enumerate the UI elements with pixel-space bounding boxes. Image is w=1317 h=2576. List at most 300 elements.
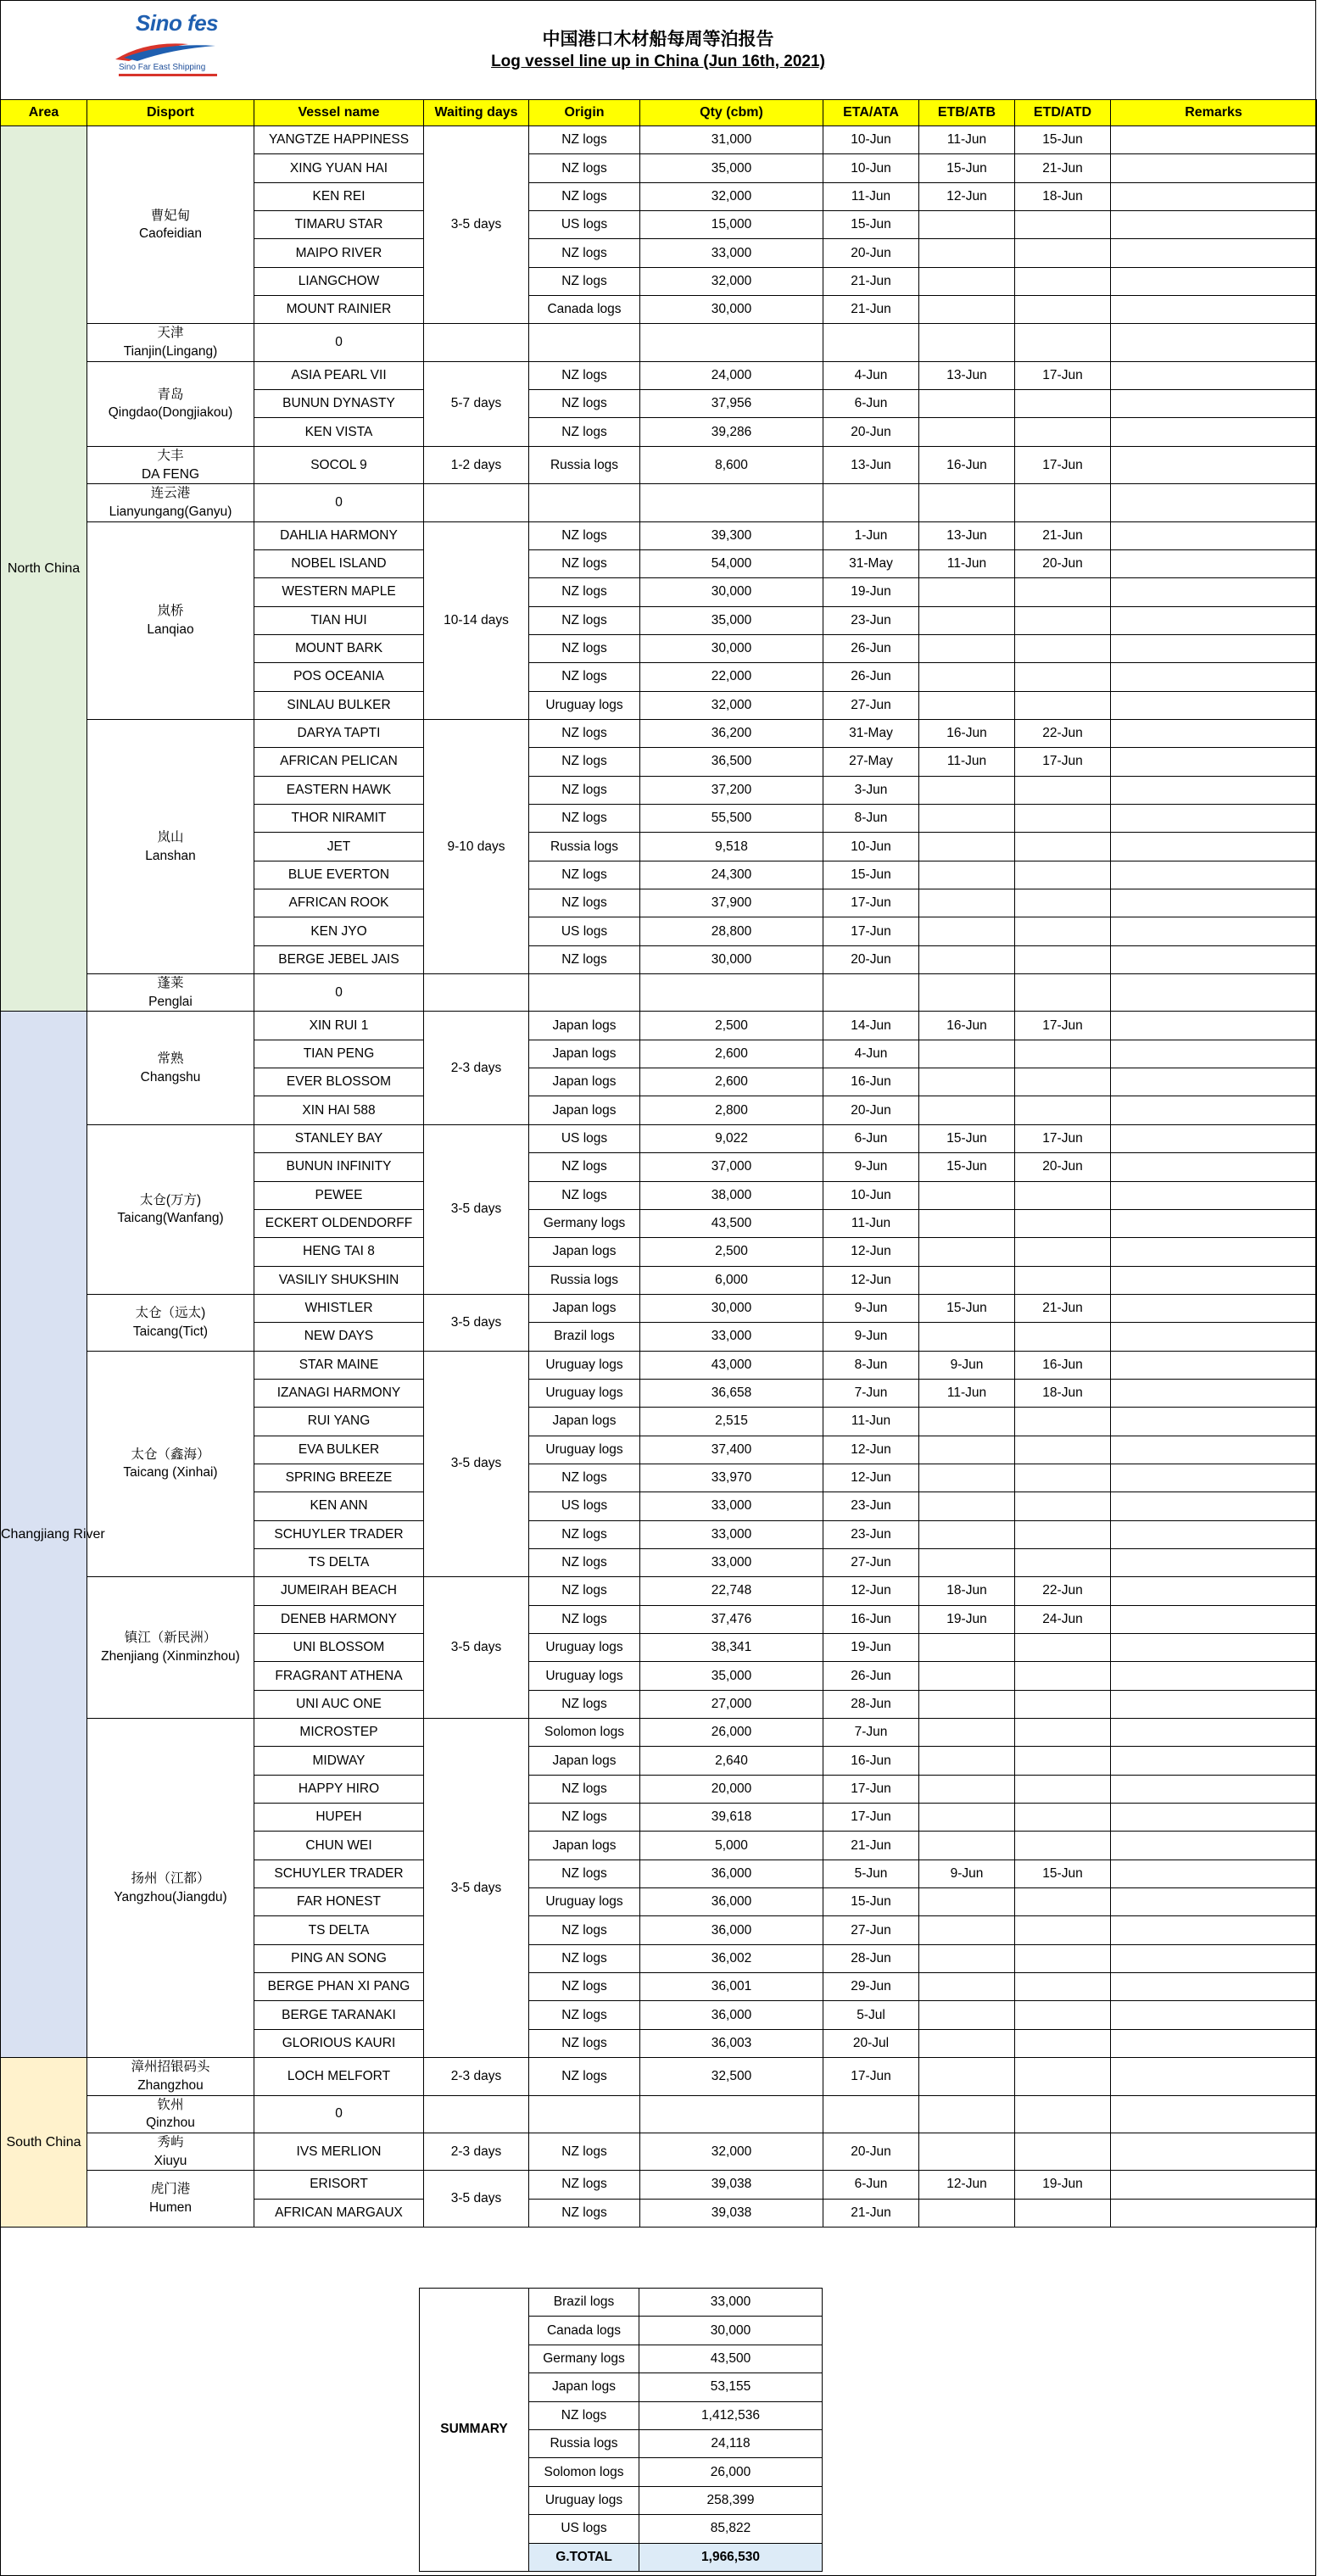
vessel-name-cell: HENG TAI 8 bbox=[254, 1238, 424, 1266]
qty-cell: 2,640 bbox=[640, 1747, 823, 1775]
origin-cell: Uruguay logs bbox=[529, 1351, 640, 1379]
eta-cell: 19-Jun bbox=[823, 578, 919, 606]
vessel-name-cell: BERGE TARANAKI bbox=[254, 2001, 424, 2029]
etb-cell bbox=[919, 211, 1015, 239]
logo-underline bbox=[119, 74, 217, 76]
etd-cell bbox=[1015, 2095, 1111, 2133]
eta-cell: 3-Jun bbox=[823, 776, 919, 804]
remarks-cell bbox=[1111, 1577, 1317, 1605]
remarks-cell bbox=[1111, 1747, 1317, 1775]
qty-cell: 26,000 bbox=[640, 1719, 823, 1747]
vessel-name-cell: CHUN WEI bbox=[254, 1832, 424, 1860]
origin-cell: NZ logs bbox=[529, 126, 640, 154]
etb-cell: 9-Jun bbox=[919, 1351, 1015, 1379]
qty-cell: 9,022 bbox=[640, 1124, 823, 1152]
qty-cell: 39,038 bbox=[640, 2199, 823, 2227]
summary-qty-cell: 258,399 bbox=[639, 2486, 823, 2514]
waiting-days-cell: 5-7 days bbox=[424, 361, 529, 446]
qty-cell: 2,800 bbox=[640, 1096, 823, 1124]
etb-cell bbox=[919, 1464, 1015, 1492]
disport-name-en: Taicang(Tict) bbox=[132, 1324, 209, 1339]
vessel-name-cell: BERGE JEBEL JAIS bbox=[254, 945, 424, 973]
etd-cell bbox=[1015, 1492, 1111, 1520]
table-row bbox=[1, 1124, 1317, 1152]
etd-cell bbox=[1015, 1634, 1111, 1662]
eta-cell: 28-Jun bbox=[823, 1690, 919, 1718]
qty-cell: 8,600 bbox=[640, 446, 823, 483]
qty-cell bbox=[640, 974, 823, 1012]
etb-cell: 12-Jun bbox=[919, 2171, 1015, 2199]
vessel-name-cell: LIANGCHOW bbox=[254, 267, 424, 295]
area-cell: Changjiang River bbox=[1, 1012, 87, 2058]
vessel-name-cell: HUPEH bbox=[254, 1804, 424, 1832]
etd-cell bbox=[1015, 1548, 1111, 1576]
eta-cell: 21-Jun bbox=[823, 2199, 919, 2227]
vessel-name-cell: TS DELTA bbox=[254, 1916, 424, 1944]
origin-cell: NZ logs bbox=[529, 1520, 640, 1548]
table-row bbox=[1, 2058, 1317, 2095]
remarks-cell bbox=[1111, 1012, 1317, 1040]
vessel-name-cell: DAHLIA HARMONY bbox=[254, 521, 424, 549]
etb-cell bbox=[919, 1832, 1015, 1860]
origin-cell: NZ logs bbox=[529, 1690, 640, 1718]
disport-name-en: Penglai bbox=[148, 994, 193, 1009]
eta-cell: 26-Jun bbox=[823, 634, 919, 662]
etd-cell bbox=[1015, 239, 1111, 267]
etd-cell bbox=[1015, 2058, 1111, 2095]
origin-cell: NZ logs bbox=[529, 2001, 640, 2029]
origin-cell: NZ logs bbox=[529, 549, 640, 577]
vessel-name-cell: XING YUAN HAI bbox=[254, 154, 424, 182]
remarks-cell bbox=[1111, 1153, 1317, 1181]
disport-cell bbox=[87, 484, 254, 521]
vessel-name-cell: MIDWAY bbox=[254, 1747, 424, 1775]
etd-cell bbox=[1015, 1096, 1111, 1124]
table-row bbox=[1, 484, 1317, 521]
qty-cell: 32,000 bbox=[640, 267, 823, 295]
qty-cell: 35,000 bbox=[640, 606, 823, 634]
eta-cell: 20-Jun bbox=[823, 2133, 919, 2170]
qty-cell: 30,000 bbox=[640, 945, 823, 973]
vessel-name-cell: JET bbox=[254, 833, 424, 861]
etb-cell: 12-Jun bbox=[919, 182, 1015, 210]
disport-cell bbox=[87, 719, 254, 973]
origin-cell: NZ logs bbox=[529, 748, 640, 776]
qty-cell: 36,002 bbox=[640, 1944, 823, 1972]
remarks-cell bbox=[1111, 484, 1317, 521]
vessel-name-cell: NOBEL ISLAND bbox=[254, 549, 424, 577]
vessel-name-cell: ECKERT OLDENDORFF bbox=[254, 1209, 424, 1237]
eta-cell: 21-Jun bbox=[823, 267, 919, 295]
etb-cell bbox=[919, 1040, 1015, 1068]
qty-cell: 22,748 bbox=[640, 1577, 823, 1605]
etb-cell bbox=[919, 1096, 1015, 1124]
eta-cell: 27-May bbox=[823, 748, 919, 776]
eta-cell: 29-Jun bbox=[823, 1973, 919, 2001]
qty-cell: 55,500 bbox=[640, 805, 823, 833]
vessel-name-cell: 0 bbox=[254, 974, 424, 1012]
etb-cell bbox=[919, 484, 1015, 521]
vessel-name-cell: RUI YANG bbox=[254, 1408, 424, 1436]
summary-origin-cell: NZ logs bbox=[529, 2401, 639, 2429]
waiting-days-cell: 10-14 days bbox=[424, 521, 529, 719]
remarks-cell bbox=[1111, 776, 1317, 804]
eta-cell: 9-Jun bbox=[823, 1294, 919, 1322]
grand-total-label: G.TOTAL bbox=[529, 2543, 639, 2571]
etb-cell bbox=[919, 1238, 1015, 1266]
eta-cell: 23-Jun bbox=[823, 1520, 919, 1548]
etd-cell bbox=[1015, 296, 1111, 324]
remarks-cell bbox=[1111, 917, 1317, 945]
col-header-etd: ETD/ATD bbox=[1015, 100, 1111, 126]
vessel-name-cell: ERISORT bbox=[254, 2171, 424, 2199]
etb-cell bbox=[919, 833, 1015, 861]
remarks-cell bbox=[1111, 1690, 1317, 1718]
vessel-name-cell: WHISTLER bbox=[254, 1294, 424, 1322]
waiting-days-cell: 2-3 days bbox=[424, 2058, 529, 2095]
eta-cell: 5-Jul bbox=[823, 2001, 919, 2029]
summary-qty-cell: 33,000 bbox=[639, 2289, 823, 2317]
etd-cell bbox=[1015, 833, 1111, 861]
etd-cell bbox=[1015, 1436, 1111, 1464]
vessel-name-cell: 0 bbox=[254, 324, 424, 361]
origin-cell: Japan logs bbox=[529, 1068, 640, 1096]
vessel-name-cell: STANLEY BAY bbox=[254, 1124, 424, 1152]
etb-cell: 16-Jun bbox=[919, 1012, 1015, 1040]
eta-cell: 7-Jun bbox=[823, 1379, 919, 1407]
vessel-name-cell: DARYA TAPTI bbox=[254, 719, 424, 747]
etb-cell bbox=[919, 1068, 1015, 1096]
disport-name-en: Yangzhou(Jiangdu) bbox=[114, 1889, 227, 1904]
qty-cell: 33,000 bbox=[640, 1520, 823, 1548]
vessel-name-cell: IZANAGI HARMONY bbox=[254, 1379, 424, 1407]
etd-cell: 17-Jun bbox=[1015, 748, 1111, 776]
waiting-days-cell: 2-3 days bbox=[424, 2133, 529, 2170]
qty-cell: 33,000 bbox=[640, 1492, 823, 1520]
remarks-cell bbox=[1111, 239, 1317, 267]
remarks-cell bbox=[1111, 974, 1317, 1012]
origin-cell: NZ logs bbox=[529, 634, 640, 662]
etd-cell bbox=[1015, 805, 1111, 833]
disport-cell bbox=[87, 521, 254, 719]
disport-name-en: Caofeidian bbox=[138, 226, 203, 242]
etb-cell bbox=[919, 1662, 1015, 1690]
eta-cell: 21-Jun bbox=[823, 1832, 919, 1860]
remarks-cell bbox=[1111, 578, 1317, 606]
eta-cell: 13-Jun bbox=[823, 446, 919, 483]
origin-cell: Uruguay logs bbox=[529, 691, 640, 719]
origin-cell: NZ logs bbox=[529, 2199, 640, 2227]
qty-cell: 27,000 bbox=[640, 1690, 823, 1718]
etd-cell bbox=[1015, 1408, 1111, 1436]
etb-cell bbox=[919, 606, 1015, 634]
vessel-name-cell: 0 bbox=[254, 484, 424, 521]
waiting-days-cell bbox=[424, 484, 529, 521]
etd-cell bbox=[1015, 917, 1111, 945]
eta-cell: 10-Jun bbox=[823, 1181, 919, 1209]
etb-cell bbox=[919, 2199, 1015, 2227]
disport-name-cn: 青岛 bbox=[157, 387, 184, 402]
etb-cell bbox=[919, 2095, 1015, 2133]
disport-name-en: DA FENG bbox=[141, 466, 200, 482]
eta-cell bbox=[823, 484, 919, 521]
etb-cell: 13-Jun bbox=[919, 361, 1015, 389]
eta-cell: 16-Jun bbox=[823, 1747, 919, 1775]
remarks-cell bbox=[1111, 1662, 1317, 1690]
eta-cell: 20-Jul bbox=[823, 2029, 919, 2057]
etd-cell bbox=[1015, 1944, 1111, 1972]
table-row bbox=[1, 1719, 1317, 1747]
etd-cell bbox=[1015, 1266, 1111, 1294]
origin-cell: NZ logs bbox=[529, 2029, 640, 2057]
remarks-cell bbox=[1111, 521, 1317, 549]
origin-cell: US logs bbox=[529, 917, 640, 945]
vessel-name-cell: TIMARU STAR bbox=[254, 211, 424, 239]
remarks-cell bbox=[1111, 1124, 1317, 1152]
remarks-cell bbox=[1111, 1860, 1317, 1887]
eta-cell: 31-May bbox=[823, 719, 919, 747]
etb-cell: 11-Jun bbox=[919, 1379, 1015, 1407]
eta-cell: 7-Jun bbox=[823, 1719, 919, 1747]
origin-cell: NZ logs bbox=[529, 578, 640, 606]
origin-cell: Russia logs bbox=[529, 833, 640, 861]
etb-cell bbox=[919, 1492, 1015, 1520]
origin-cell: NZ logs bbox=[529, 861, 640, 889]
table-row bbox=[1, 1577, 1317, 1605]
remarks-cell bbox=[1111, 1804, 1317, 1832]
origin-cell: NZ logs bbox=[529, 2171, 640, 2199]
table-row bbox=[1, 2171, 1317, 2199]
disport-name-en: Zhenjiang (Xinminzhou) bbox=[101, 1649, 240, 1664]
etb-cell bbox=[919, 1690, 1015, 1718]
col-header-disport: Disport bbox=[87, 100, 254, 126]
qty-cell: 38,000 bbox=[640, 1181, 823, 1209]
vessel-name-cell: DENEB HARMONY bbox=[254, 1605, 424, 1633]
remarks-cell bbox=[1111, 1040, 1317, 1068]
qty-cell: 28,800 bbox=[640, 917, 823, 945]
disport-name-cn: 太仓（远太) bbox=[135, 1306, 206, 1321]
origin-cell: NZ logs bbox=[529, 1804, 640, 1832]
eta-cell: 17-Jun bbox=[823, 917, 919, 945]
eta-cell: 9-Jun bbox=[823, 1323, 919, 1351]
disport-name-cn: 天津 bbox=[157, 326, 184, 341]
vessel-name-cell: XIN RUI 1 bbox=[254, 1012, 424, 1040]
remarks-cell bbox=[1111, 1266, 1317, 1294]
waiting-days-cell: 2-3 days bbox=[424, 1012, 529, 1124]
remarks-cell bbox=[1111, 833, 1317, 861]
vessel-lineup-table bbox=[0, 99, 1317, 2228]
qty-cell: 20,000 bbox=[640, 1775, 823, 1803]
vessel-name-cell: STAR MAINE bbox=[254, 1351, 424, 1379]
origin-cell: NZ logs bbox=[529, 521, 640, 549]
vessel-name-cell: MOUNT BARK bbox=[254, 634, 424, 662]
eta-cell: 6-Jun bbox=[823, 2171, 919, 2199]
origin-cell: NZ logs bbox=[529, 182, 640, 210]
remarks-cell bbox=[1111, 1634, 1317, 1662]
etb-cell bbox=[919, 1719, 1015, 1747]
eta-cell: 4-Jun bbox=[823, 1040, 919, 1068]
vessel-name-cell: MAIPO RIVER bbox=[254, 239, 424, 267]
etd-cell bbox=[1015, 1832, 1111, 1860]
waiting-days-cell: 3-5 days bbox=[424, 126, 529, 324]
etd-cell bbox=[1015, 974, 1111, 1012]
eta-cell: 6-Jun bbox=[823, 390, 919, 418]
summary-origin-cell: Uruguay logs bbox=[529, 2486, 639, 2514]
summary-origin-cell: Japan logs bbox=[529, 2373, 639, 2401]
eta-cell: 12-Jun bbox=[823, 1266, 919, 1294]
etd-cell bbox=[1015, 267, 1111, 295]
etb-cell bbox=[919, 889, 1015, 917]
origin-cell: NZ logs bbox=[529, 1860, 640, 1887]
etd-cell: 18-Jun bbox=[1015, 182, 1111, 210]
eta-cell: 28-Jun bbox=[823, 1944, 919, 1972]
origin-cell: NZ logs bbox=[529, 239, 640, 267]
disport-name-cn: 太仓(万方) bbox=[139, 1192, 202, 1207]
qty-cell: 35,000 bbox=[640, 1662, 823, 1690]
etb-cell bbox=[919, 418, 1015, 446]
etb-cell bbox=[919, 1408, 1015, 1436]
etb-cell bbox=[919, 776, 1015, 804]
col-header-qty: Qty (cbm) bbox=[640, 100, 823, 126]
eta-cell: 17-Jun bbox=[823, 1804, 919, 1832]
origin-cell: NZ logs bbox=[529, 2058, 640, 2095]
eta-cell: 26-Jun bbox=[823, 1662, 919, 1690]
disport-cell bbox=[87, 1294, 254, 1351]
origin-cell bbox=[529, 484, 640, 521]
origin-cell: Japan logs bbox=[529, 1294, 640, 1322]
remarks-cell bbox=[1111, 1238, 1317, 1266]
origin-cell: Uruguay logs bbox=[529, 1634, 640, 1662]
remarks-cell bbox=[1111, 1888, 1317, 1916]
origin-cell: Canada logs bbox=[529, 296, 640, 324]
origin-cell: NZ logs bbox=[529, 1916, 640, 1944]
remarks-cell bbox=[1111, 1916, 1317, 1944]
eta-cell: 20-Jun bbox=[823, 239, 919, 267]
qty-cell bbox=[640, 484, 823, 521]
etb-cell bbox=[919, 1436, 1015, 1464]
remarks-cell bbox=[1111, 2029, 1317, 2057]
origin-cell: Japan logs bbox=[529, 1096, 640, 1124]
remarks-cell bbox=[1111, 691, 1317, 719]
disport-cell bbox=[87, 126, 254, 324]
etd-cell bbox=[1015, 1662, 1111, 1690]
origin-cell: NZ logs bbox=[529, 776, 640, 804]
origin-cell: NZ logs bbox=[529, 1181, 640, 1209]
origin-cell: NZ logs bbox=[529, 361, 640, 389]
origin-cell: NZ logs bbox=[529, 889, 640, 917]
qty-cell: 22,000 bbox=[640, 663, 823, 691]
waiting-days-cell: 1-2 days bbox=[424, 446, 529, 483]
remarks-cell bbox=[1111, 945, 1317, 973]
eta-cell bbox=[823, 974, 919, 1012]
eta-cell bbox=[823, 324, 919, 361]
disport-cell bbox=[87, 324, 254, 361]
qty-cell: 33,000 bbox=[640, 1323, 823, 1351]
qty-cell: 2,500 bbox=[640, 1238, 823, 1266]
waiting-days-cell bbox=[424, 324, 529, 361]
eta-cell: 10-Jun bbox=[823, 126, 919, 154]
disport-name-cn: 蓬莱 bbox=[157, 976, 184, 991]
disport-name-en: Zhangzhou bbox=[137, 2077, 204, 2093]
origin-cell: NZ logs bbox=[529, 154, 640, 182]
etd-cell: 17-Jun bbox=[1015, 361, 1111, 389]
remarks-cell bbox=[1111, 748, 1317, 776]
remarks-cell bbox=[1111, 1379, 1317, 1407]
remarks-cell bbox=[1111, 663, 1317, 691]
qty-cell: 2,515 bbox=[640, 1408, 823, 1436]
summary-qty-cell: 26,000 bbox=[639, 2458, 823, 2486]
qty-cell: 31,000 bbox=[640, 126, 823, 154]
table-row bbox=[1, 361, 1317, 389]
col-header-eta: ETA/ATA bbox=[823, 100, 919, 126]
disport-name-cn: 镇江（新民洲） bbox=[124, 1631, 217, 1646]
qty-cell: 33,000 bbox=[640, 1548, 823, 1576]
table-header-row bbox=[1, 100, 1317, 126]
remarks-cell bbox=[1111, 211, 1317, 239]
qty-cell: 37,476 bbox=[640, 1605, 823, 1633]
etb-cell: 16-Jun bbox=[919, 719, 1015, 747]
waiting-days-cell: 3-5 days bbox=[424, 2171, 529, 2228]
remarks-cell bbox=[1111, 1719, 1317, 1747]
vessel-name-cell: SCHUYLER TRADER bbox=[254, 1520, 424, 1548]
etd-cell bbox=[1015, 691, 1111, 719]
etd-cell bbox=[1015, 1775, 1111, 1803]
logo-subtitle: Sino Far East Shipping bbox=[119, 63, 206, 72]
eta-cell: 23-Jun bbox=[823, 606, 919, 634]
qty-cell: 2,600 bbox=[640, 1040, 823, 1068]
remarks-cell bbox=[1111, 1068, 1317, 1096]
etb-cell bbox=[919, 1520, 1015, 1548]
qty-cell: 36,000 bbox=[640, 1916, 823, 1944]
etd-cell: 17-Jun bbox=[1015, 446, 1111, 483]
origin-cell: NZ logs bbox=[529, 805, 640, 833]
eta-cell: 26-Jun bbox=[823, 663, 919, 691]
origin-cell: Russia logs bbox=[529, 1266, 640, 1294]
disport-name-en: Qingdao(Dongjiakou) bbox=[108, 405, 233, 421]
etd-cell bbox=[1015, 1916, 1111, 1944]
disport-cell bbox=[87, 1719, 254, 2058]
etb-cell bbox=[919, 1888, 1015, 1916]
disport-cell bbox=[87, 974, 254, 1012]
remarks-cell bbox=[1111, 889, 1317, 917]
eta-cell: 15-Jun bbox=[823, 861, 919, 889]
qty-cell: 32,000 bbox=[640, 2133, 823, 2170]
remarks-cell bbox=[1111, 2001, 1317, 2029]
qty-cell: 37,200 bbox=[640, 776, 823, 804]
origin-cell: NZ logs bbox=[529, 606, 640, 634]
eta-cell: 23-Jun bbox=[823, 1492, 919, 1520]
eta-cell: 27-Jun bbox=[823, 1916, 919, 1944]
eta-cell: 17-Jun bbox=[823, 2058, 919, 2095]
remarks-cell bbox=[1111, 549, 1317, 577]
etd-cell: 21-Jun bbox=[1015, 521, 1111, 549]
report-title-en: Log vessel line up in China (Jun 16th, 2021) bbox=[491, 53, 825, 70]
remarks-cell bbox=[1111, 606, 1317, 634]
qty-cell: 33,000 bbox=[640, 239, 823, 267]
eta-cell: 9-Jun bbox=[823, 1153, 919, 1181]
vessel-name-cell: SCHUYLER TRADER bbox=[254, 1860, 424, 1887]
origin-cell: NZ logs bbox=[529, 1548, 640, 1576]
remarks-cell bbox=[1111, 719, 1317, 747]
etd-cell: 24-Jun bbox=[1015, 1605, 1111, 1633]
vessel-name-cell: HAPPY HIRO bbox=[254, 1775, 424, 1803]
origin-cell: Japan logs bbox=[529, 1040, 640, 1068]
origin-cell: Brazil logs bbox=[529, 1323, 640, 1351]
etd-cell bbox=[1015, 578, 1111, 606]
etb-cell: 13-Jun bbox=[919, 521, 1015, 549]
etd-cell: 22-Jun bbox=[1015, 719, 1111, 747]
etb-cell bbox=[919, 1323, 1015, 1351]
